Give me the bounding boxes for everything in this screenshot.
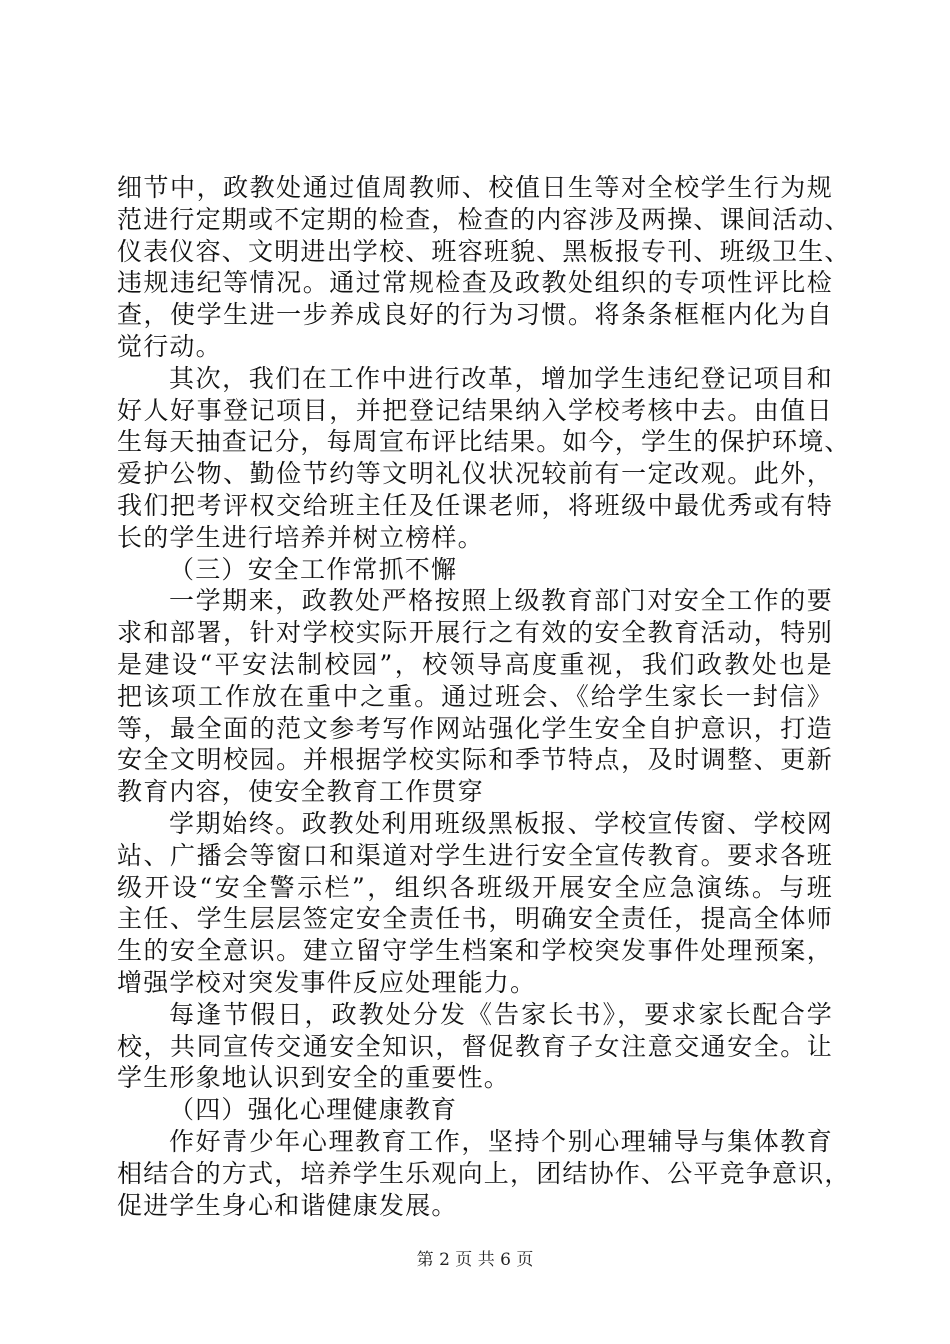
text-line: 细节中，政教处通过值周教师、校值日生等对全校学生行为规 [117,173,833,202]
text-line: 教育内容，使安全教育工作贯穿 [117,777,484,807]
text-line: 学期始终。政教处利用班级黑板报、学校宣传窗、学校网 [169,808,833,838]
text-line: 促进学生身心和谐健康发展。 [117,1190,458,1220]
text-line: 其次，我们在工作中进行改革，增加学生违纪登记项目和 [169,363,833,393]
text-line: 等，最全面的范文参考写作网站强化学生安全自护意识，打造 [117,713,833,743]
text-line: 把该项工作放在重中之重。通过班会、《给学生家长一封信》 [117,681,833,711]
text-line: 生的安全意识。建立留守学生档案和学校突发事件处理预案， [117,936,833,966]
text-line: 查，使学生进一步养成良好的行为习惯。将条条框框内化为自 [117,300,833,330]
text-line: 范进行定期或不定期的检查，检查的内容涉及两操、课间活动、 [117,204,851,234]
document-body [117,172,851,1221]
section-heading: （四）强化心理健康教育 [169,1095,458,1125]
text-line: 我们把考评权交给班主任及任课老师，将班级中最优秀或有特 [117,490,833,520]
text-line: 校，共同宣传交通安全知识，督促教育子女注意交通安全。让 [117,1031,833,1061]
text-line: 是建设“平安法制校园”，校领导高度重视，我们政教处也是 [117,649,833,679]
text-line: 好人好事登记项目，并把登记结果纳入学校考核中去。由值日 [117,395,833,425]
text-line: 生每天抽查记分，每周宣布评比结果。如今，学生的保护环境、 [117,427,851,457]
text-line: 长的学生进行培养并树立榜样。 [117,522,484,552]
text-line: 相结合的方式，培养学生乐观向上，团结协作、公平竞争意识， [117,1158,851,1188]
text-line: 级开设“安全警示栏”，组织各班级开展安全应急演练。与班 [117,872,833,902]
text-line: 违规违纪等情况。通过常规检查及政教处组织的专项性评比检 [117,268,833,298]
text-line: 作好青少年心理教育工作，坚持个别心理辅导与集体教育 [169,1126,833,1156]
text-line: 爱护公物、勤俭节约等文明礼仪状况较前有一定改观。此外， [117,459,833,489]
text-line: 主任、学生层层签定安全责任书，明确安全责任，提高全体师 [117,904,833,934]
page-footer: 第 2 页 共 6 页 [416,1250,534,1270]
text-line: 学生形象地认识到安全的重要性。 [117,1063,511,1093]
section-heading: （三）安全工作常抓不懈 [169,554,458,584]
text-line: 增强学校对突发事件反应处理能力。 [117,967,537,997]
text-line: 站、广播会等窗口和渠道对学生进行安全宣传教育。要求各班 [117,840,833,870]
text-line: 安全文明校园。并根据学校实际和季节特点，及时调整、更新 [117,745,833,775]
text-line: 每逢节假日，政教处分发《告家长书》，要求家长配合学 [169,999,833,1029]
text-line: 一学期来，政教处严格按照上级教育部门对安全工作的要 [169,586,833,616]
text-line: 仪表仪容、文明进出学校、班容班貌、黑板报专刊、班级卫生、 [117,236,851,266]
text-line: 觉行动。 [117,331,222,361]
text-line: 求和部署，针对学校实际开展行之有效的安全教育活动，特别 [117,618,833,648]
